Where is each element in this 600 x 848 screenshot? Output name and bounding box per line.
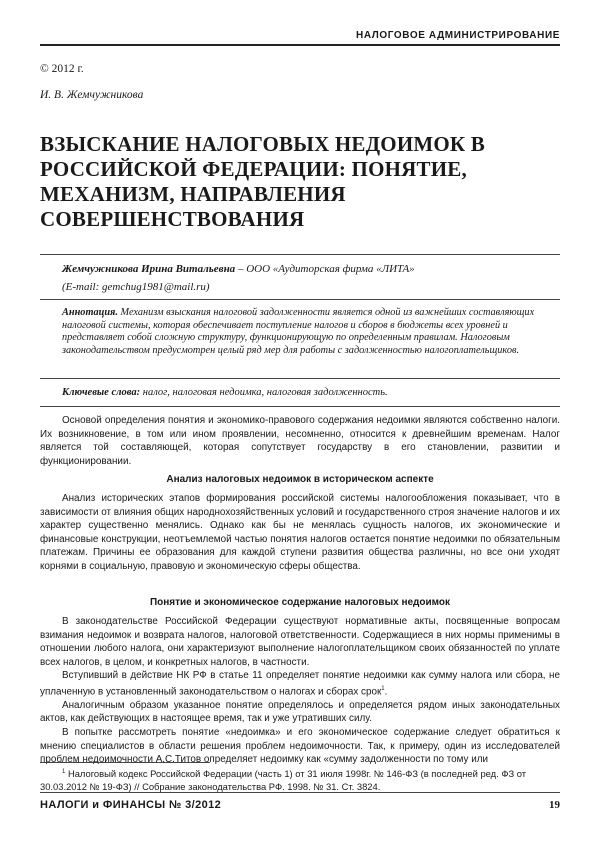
keywords-text: налог, налоговая недоимка, налоговая задолженность. [140,387,388,398]
divider [40,254,560,255]
section-title: НАЛОГОВОЕ АДМИНИСТРИРОВАНИЕ [356,30,560,41]
annotation-text: Механизм взыскания налоговой задолженности является одной из важнейших составляющих налоговой системы, которая обеспечивает поступление налогов и сборов в бюджеты всех уровней и представляет собой сложную структуру, функционирующую по определенным правилам. Налоговым законодательством предусмотрен целый ряд мер для работы с задолженностью налогоплательщиков. [62,307,535,356]
running-header [40,22,560,46]
annotation-label: Аннотация. [62,307,118,318]
copyright: © 2012 г. [40,63,84,75]
section-history-body [40,492,560,574]
footnote [40,766,560,793]
keywords-label: Ключевые слова: [62,387,141,398]
author-line [62,263,562,275]
paragraph: В законодательстве Российской Федерации существуют нормативные акты, посвященные вопросам взимания недоимок и возврата налогов, налоговой ответственности. Содержащиеся в них нормы применимы в отношении любого налога, они характеризуют выполнение налогоплательщиком своих обязанностей по уплате всех налогов, в целом, и конкретных налогов, в частности. [40,616,560,668]
author-email: (E-mail: gemchug1981@mail.ru) [62,281,210,293]
author-short: И. В. Жемчужникова [40,89,144,101]
section-history-text: Анализ исторических этапов формирования российской системы налогообложения показывает, что в зависимости от влияния общих народнохозяйственных условий и государственного строя значение налогов и их характер существенно менялись. Однако как бы не менялась сущность налогов, их экономические и финансовые конструкции, неотъемлемой частью понятия налогов остается понятие недоимки по обязательным платежам. Причины ее образования для каждой ступени развития общества различны, но все они уходят корнями в социальную, правовую и экономическую сферы общества. [40,493,560,572]
page-number: 19 [549,799,560,811]
section-heading-concept: Понятие и экономическое содержание налоговых недоимок [149,597,451,608]
author-affiliation: – ООО «Аудиторская фирма «ЛИТА» [235,263,415,275]
journal-name: НАЛОГИ и ФИНАНСЫ № 3/2012 [40,799,222,811]
footnote-ref: 1 [381,685,385,692]
paragraph: В попытке рассмотреть понятие «недоимка» и его экономическое содержание следует обратиться к мнению специалистов в области решения проблем недоимочности. Так, к примеру, один из исследователей проблем недоимочности А.С.Титов определяет недоимку как «сумму задолженности по тому или [40,727,560,766]
annotation [62,307,559,357]
intro-paragraph [40,414,560,468]
divider [40,406,560,407]
section-concept-body [40,615,560,767]
keywords [62,387,559,398]
footnote-divider [40,762,210,763]
paragraph: Аналогичным образом указанное понятие определялось и определяется рядом иных законодательных актов, как действующих в настоящее время, так и уже утративших силу. [40,699,560,725]
paragraph-text: Вступивший в действие НК РФ в статье 11 определяет понятие недоимки как сумму налога или сбора, не уплаченную в установленный законодательством о налогах и сборах срок [40,670,560,698]
footnote-mark: 1 [62,769,66,775]
footer-divider [40,792,560,793]
author-name: Жемчужникова Ирина Витальевна [62,263,236,275]
paragraph: Вступивший в действие НК РФ в статье 11 определяет понятие недоимки как сумму налога или сбора, не уплаченную в установленный законодательством о налогах и сборах срок$^1$. [40,670,560,698]
article-title: ВЗЫСКАНИЕ НАЛОГОВЫХ НЕДОИМОК В РОССИЙСКОЙ ФЕДЕРАЦИИ: ПОНЯТИЕ, МЕХАНИЗМ, НАПРАВЛЕНИЯ СОВЕРШЕНСТВОВАНИЯ [40,132,485,231]
section-heading-history: Анализ налоговых недоимок в историческом аспекте [166,474,434,485]
divider [40,378,560,379]
divider [40,299,560,300]
intro-text: Основой определения понятия и экономико-правового содержания недоимки являются собственно налоги. Их возникновение, в том или ином проявлении, несомненно, относится к древнейшим временам. Налог является той составляющей, которая сопутствует государству в его становлении, развитии и функционировании. [40,415,560,467]
footnote-text: Налоговый кодекс Российской Федерации (часть 1) от 31 июля 1998г. № 146-ФЗ (в последней ред. ФЗ от 30.03.2012 № 19-ФЗ) // Собрание законодательства РФ. 1998. № 31. Ст. 3824. [40,768,527,793]
